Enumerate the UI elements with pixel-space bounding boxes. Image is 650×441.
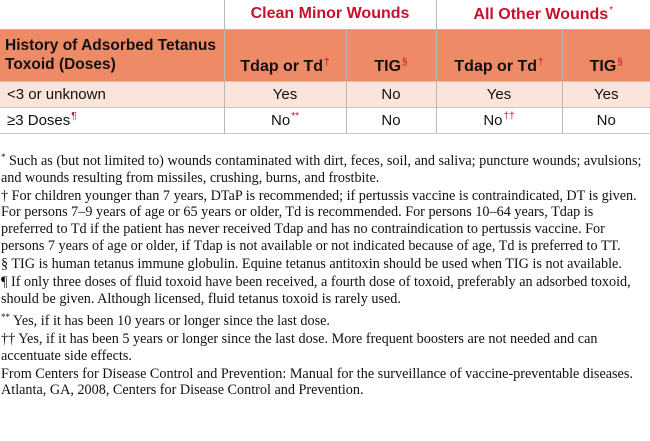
footnote: †† Yes, if it has been 5 years or longer since the last dose. More frequent boosters are not needed and can accentuate side effects. — [1, 330, 598, 364]
footnote-marker: †† — [503, 111, 515, 122]
group-header-all-other-wounds: All Other Wounds* — [436, 0, 650, 29]
footnote-marker: ** — [291, 111, 299, 122]
column-header-history: History of Adsorbed Tetanus Toxoid (Doses) — [0, 29, 224, 81]
column-header-clean-tdap: Tdap or Td† — [224, 29, 346, 81]
footnote-marker: § — [402, 56, 408, 68]
footnote: * Such as (but not limited to) wounds contaminated with dirt, feces, soil, and saliva; puncture wounds; avulsions; and wounds resulting from missiles, crushing, burns, and frostbite. — [1, 152, 642, 186]
cell-other-tig: No — [562, 107, 650, 133]
footnote-marker: § — [617, 56, 623, 68]
cell-clean-tdap: No** — [224, 107, 346, 133]
column-header-row — [0, 29, 650, 81]
cell-other-tig: Yes — [562, 81, 650, 107]
footnote: ** Yes, if it has been 10 years or longer since the last dose. — [1, 311, 330, 329]
row-label: ≥3 Doses¶ — [0, 107, 224, 133]
cell-clean-tig: No — [346, 107, 436, 133]
footnote: § TIG is human tetanus immune globulin. Equine tetanus antitoxin should be used when TIG is not available. — [1, 255, 622, 272]
cell-clean-tig: No — [346, 81, 436, 107]
footnote-marker: † — [324, 56, 330, 68]
column-header-clean-tig: TIG§ — [346, 29, 436, 81]
column-header-other-tig: TIG§ — [562, 29, 650, 81]
column-header-other-tdap: Tdap or Td† — [436, 29, 562, 81]
footnote-marker: ** — [1, 311, 10, 322]
group-header-spacer — [0, 0, 224, 29]
row-label: <3 or unknown — [0, 81, 224, 107]
tetanus-prophylaxis-table — [0, 0, 650, 134]
group-header-clean-minor-wounds: Clean Minor Wounds — [224, 0, 436, 29]
footnote-marker: * — [609, 4, 614, 16]
cell-clean-tdap: Yes — [224, 81, 346, 107]
footnote-marker: ¶ — [71, 111, 77, 122]
footnote: † For children younger than 7 years, DTaP is recommended; if pertussis vaccine is contraindicated, DT is given. For persons 7–9 years of age or 65 years or older, Td is recommended. For persons 10–64 years, Tdap is preferred to Td if the patient has never received Tdap and has no contraindication to pertussis vaccine. For persons 7 years of age or older, if Tdap is not available or not indicated because of age, Td is preferred to TT. — [1, 187, 637, 254]
footnote: ¶ If only three doses of fluid toxoid have been received, a fourth dose of toxoid, preferably an adsorbed toxoid, should be given. Although licensed, fluid tetanus toxoid is rarely used. — [1, 273, 631, 307]
cell-other-tdap: Yes — [436, 81, 562, 107]
footnote-marker: * — [1, 152, 6, 162]
footnote-marker: † — [538, 56, 544, 68]
table-row — [0, 107, 650, 133]
footnotes — [1, 149, 647, 400]
cell-other-tdap: No†† — [436, 107, 562, 133]
source-citation: From Centers for Disease Control and Prevention: Manual for the surveillance of vaccine-preventable diseases. Atlanta, GA, 2008, Centers for Disease Control and Prevention. — [1, 365, 633, 399]
table-row — [0, 81, 650, 107]
group-header-row — [0, 0, 650, 29]
